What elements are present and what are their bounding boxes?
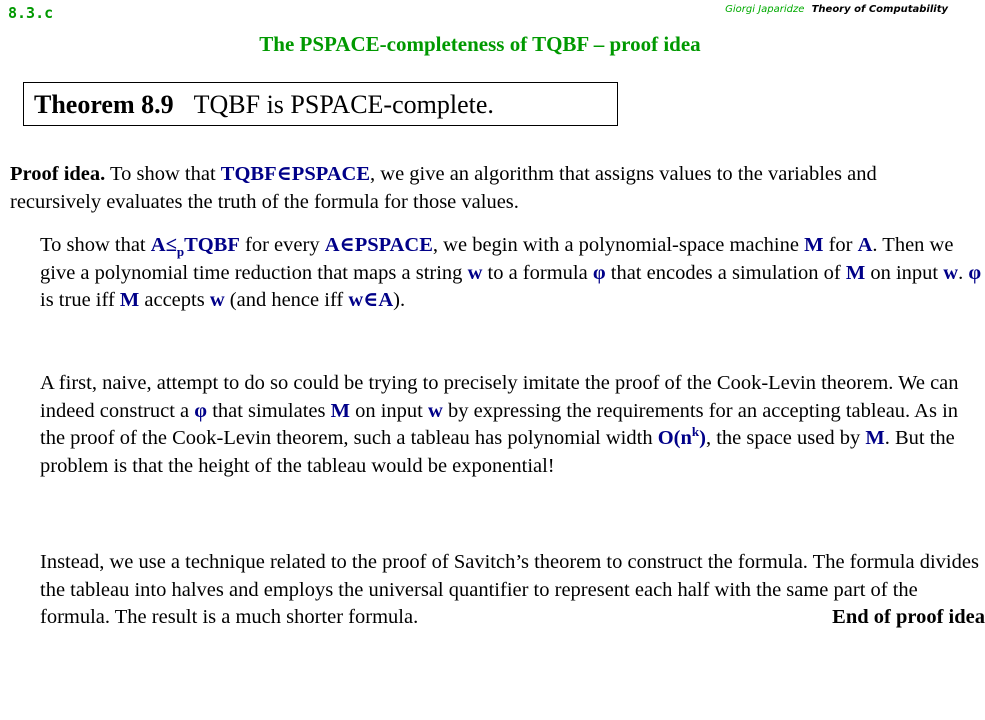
paragraph-savitch — [10, 549, 985, 632]
author-name: Giorgi Japaridze — [725, 4, 805, 15]
text: on input — [349, 399, 429, 422]
symbol-leq: ≤ — [165, 234, 177, 256]
symbol-w: w — [348, 289, 364, 311]
symbol-o-n: O(n — [657, 427, 692, 449]
text: To show that — [105, 163, 221, 185]
proof-idea-label: Proof idea. — [10, 163, 106, 185]
theorem-label: Theorem 8.9 — [34, 90, 174, 119]
text: is true iff — [40, 289, 120, 311]
symbol-phi: φ — [968, 261, 982, 284]
end-of-proof-marker: End of proof idea — [832, 606, 985, 628]
symbol-close-paren: ) — [699, 427, 706, 449]
symbol-w: w — [467, 261, 483, 284]
paragraph-naive-attempt — [10, 370, 985, 480]
symbol-k-superscript: k — [691, 424, 700, 440]
text: , the space used by — [705, 427, 866, 449]
slide-title: The PSPACE-completeness of TQBF – proof idea — [259, 32, 701, 56]
text: . — [958, 261, 969, 284]
text: Instead, we use a technique related to the proof of Savitch’s theorem to construct the formula. The formula divides the tableau into halves and employs the universal quantifier to represent each half with the same part of the formula. The result is a much shorter formula. — [40, 551, 979, 628]
text: that simulates — [207, 399, 331, 422]
symbol-in: ∈ — [276, 163, 292, 185]
symbol-a: A — [150, 234, 166, 256]
text: A first, naive, attempt to do so could be trying to precisely imitate the proof of the Cook-Levin theorem. We can indeed construct a — [40, 372, 959, 422]
symbol-a: A — [857, 234, 873, 256]
symbol-w: w — [943, 261, 959, 284]
symbol-tqbf: TQBF — [184, 234, 240, 256]
paragraph-proof-idea — [10, 161, 955, 216]
header-credit — [725, 4, 948, 15]
text: ). — [393, 289, 406, 311]
text: . But the problem is that the height of the tableau would be exponential! — [40, 427, 955, 477]
text: To show that — [40, 234, 151, 256]
symbol-m: M — [330, 399, 350, 422]
slide-number: 8.3.c — [8, 4, 54, 22]
symbol-w: w — [428, 399, 443, 422]
text: on input — [865, 261, 944, 284]
symbol-m: M — [119, 289, 140, 311]
symbol-pspace: PSPACE — [354, 234, 433, 256]
symbol-phi: φ — [194, 399, 208, 422]
symbol-m: M — [845, 261, 866, 284]
text: . Then we give a polynomial time reduction that maps a string — [40, 234, 954, 284]
text: to a formula — [482, 261, 593, 284]
symbol-in: ∈ — [339, 234, 355, 256]
text: (and hence iff — [224, 289, 349, 311]
text: by expressing the requirements for an accepting tableau. As in the proof of the Cook-Levin theorem, such a tableau has polynomial width — [40, 399, 959, 449]
theorem-statement: TQBF is PSPACE-complete. — [193, 90, 494, 119]
symbol-tqbf: TQBF — [220, 163, 277, 185]
symbol-p-subscript: p — [176, 244, 185, 260]
text: that encodes a simulation of — [605, 261, 846, 284]
paragraph-reduction — [10, 232, 985, 315]
text: for every — [239, 234, 325, 256]
symbol-pspace: PSPACE — [291, 163, 371, 185]
symbol-in: ∈ — [363, 289, 379, 311]
symbol-m: M — [804, 234, 824, 256]
text: , we begin with a polynomial-space machine — [432, 234, 805, 256]
symbol-w: w — [209, 289, 225, 311]
symbol-phi: φ — [592, 261, 606, 284]
course-name: Theory of Computability — [811, 4, 948, 15]
theorem-box — [23, 82, 618, 126]
text: for — [823, 234, 858, 256]
text: accepts — [139, 289, 210, 311]
symbol-a: A — [324, 234, 340, 256]
text: , we give an algorithm that assigns values to the variables and recursively evaluates the truth of the formula for those values. — [10, 163, 877, 213]
symbol-a: A — [378, 289, 394, 311]
symbol-m: M — [865, 427, 885, 449]
